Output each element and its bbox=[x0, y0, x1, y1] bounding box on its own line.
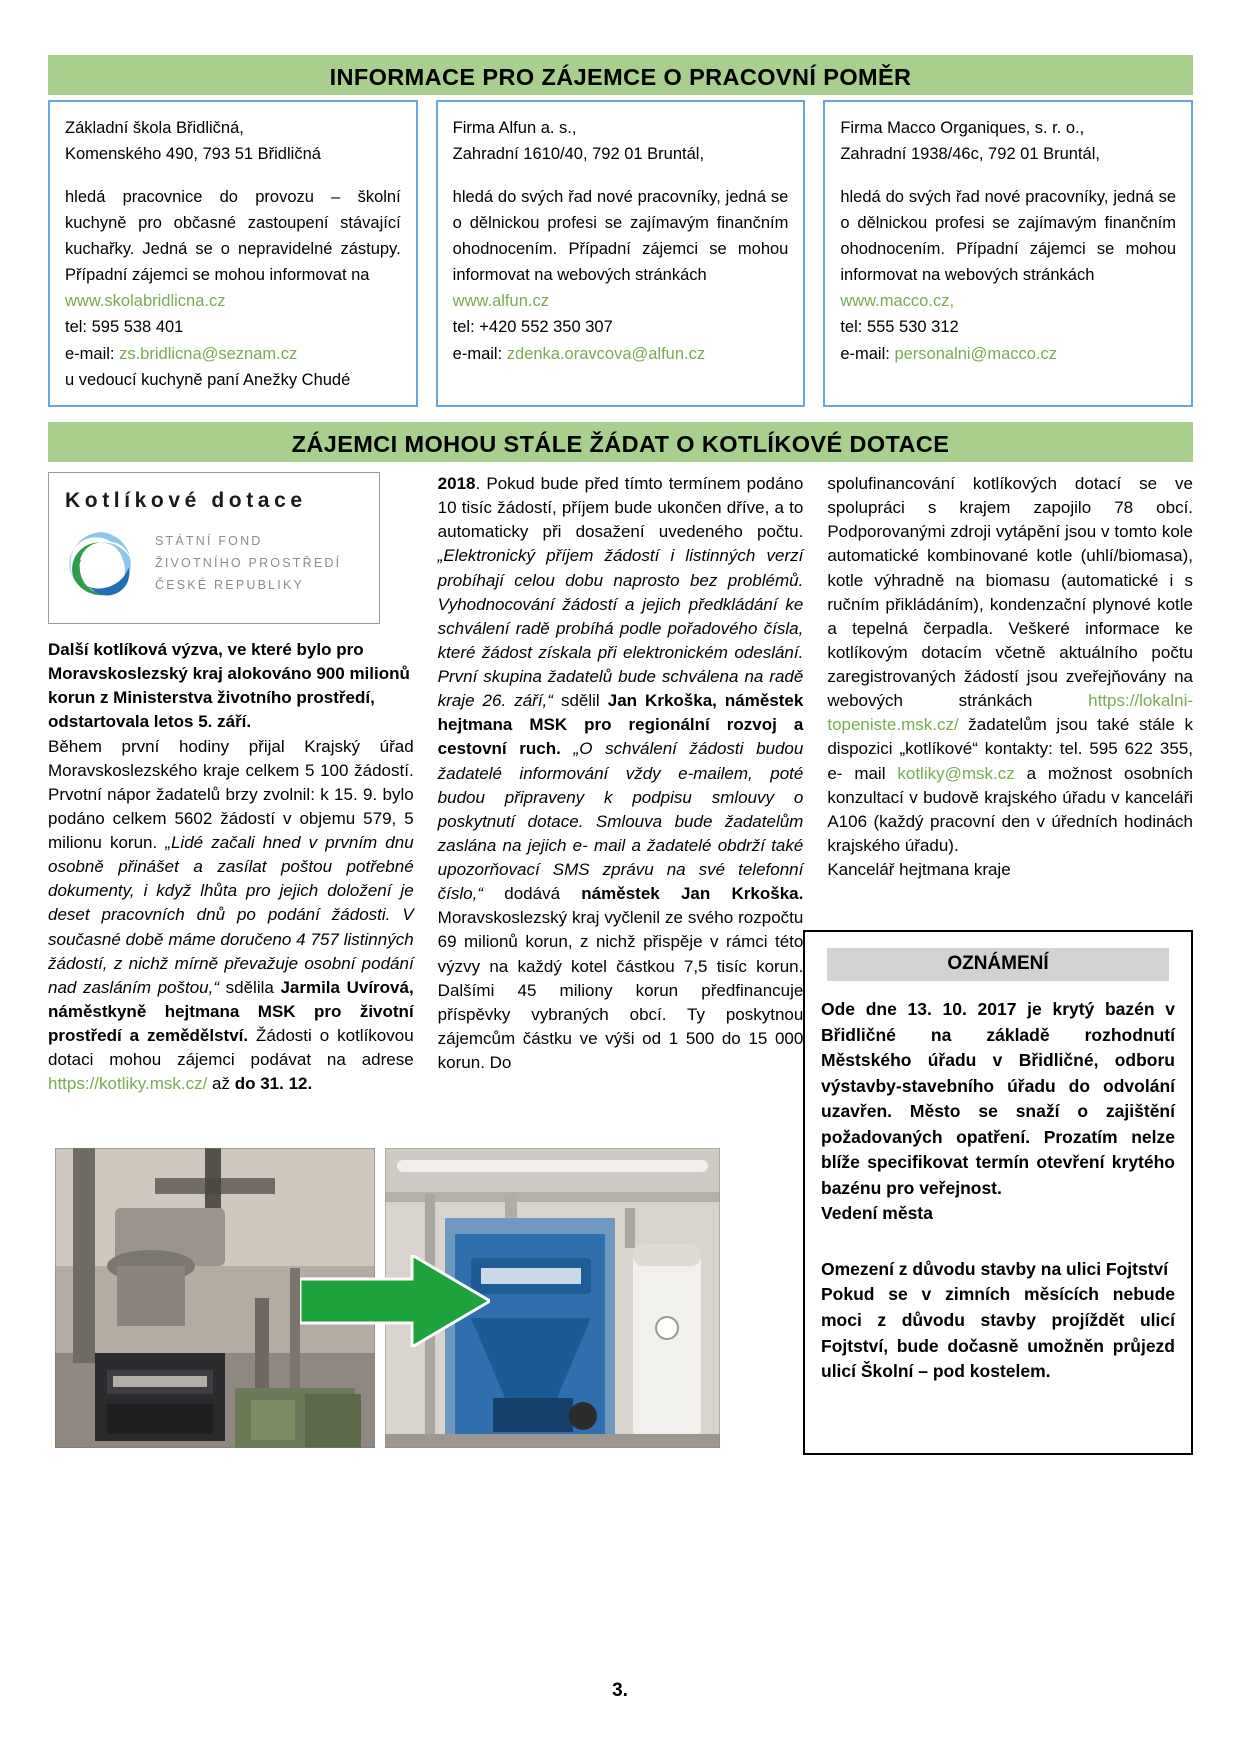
notice-paragraph-1: Ode dne 13. 10. 2017 je krytý bazén v Břidličné na základě rozhodnutí Městského úřadu v Břidličné, odboru výstavby-stavebního úřadu do odvolání uzavřen. Město se snaží o zajištění požadovaných opatření. Prozatím nelze blíže specifikovat termín otevření krytého bazénu pro veřejnost. bbox=[821, 999, 1175, 1198]
green-right-arrow-icon bbox=[300, 1255, 490, 1347]
oznameni-notice-box bbox=[803, 930, 1193, 1455]
employer-phone: tel: 555 530 312 bbox=[840, 318, 959, 337]
col2-quote1: „Elektronický příjem žádostí i listinných verzí probíhají celou dobu naprosto bez problémů. Vyhodnocování žádostí a jejich předkládání ke schválení radě probíhá podle pořadového čísla, které žádost získala při elektronickém odeslání. První skupina žadatelů bude schválena na radě kraje 26. září,“ bbox=[437, 546, 804, 711]
spacer bbox=[840, 167, 1176, 184]
spacer bbox=[453, 167, 789, 184]
col1-p4: až bbox=[207, 1074, 235, 1094]
employer-email[interactable]: zs.bridlicna@seznam.cz bbox=[119, 344, 298, 363]
employer-email[interactable]: personalni@macco.cz bbox=[894, 344, 1058, 363]
employer-name: Základní škola Břidličná, bbox=[65, 119, 244, 137]
job-listings-row bbox=[48, 100, 1193, 407]
section-header-dotace: ZÁJEMCI MOHOU STÁLE ŽÁDAT O KOTLÍKOVÉ DOTACE bbox=[48, 422, 1193, 462]
col1-p3: Žádosti o kotlíkovou dotaci mohou zájemci podávat na adrese bbox=[48, 1026, 414, 1070]
col2-p1: . Pokud bude před tímto termínem podáno 10 tisíc žádostí, příjem bude ukončen dříve, a to automaticky při dosažení uvedeného počtu. bbox=[437, 474, 804, 542]
employer-name: Firma Alfun a. s., bbox=[452, 119, 577, 137]
employer-website[interactable]: www.skolabridlicna.cz bbox=[65, 292, 226, 311]
employer-website[interactable]: www.alfun.cz bbox=[452, 292, 549, 311]
notice-title: OZNÁMENÍ bbox=[827, 948, 1169, 981]
col1-p1: Během první hodiny přijal Krajský úřad Moravskoslezského kraje celkem 5 100 žádostí. Prvotní nápor žadatelů brzy zvolnil: k 15. 9. bylo podáno celkem 5602 žádostí v objemu 579, 5 milionu korun. bbox=[48, 736, 414, 852]
logo-subtitle bbox=[155, 531, 341, 597]
kotliky-email-link[interactable]: kotliky@msk.cz bbox=[897, 763, 1015, 783]
employer-extra-note: u vedoucí kuchyně paní Anežky Chudé bbox=[65, 370, 351, 389]
col1-bold1: Jarmila Uvírová, náměstkyně hejtmana MSK pro životní prostředí a zemědělství. bbox=[48, 977, 414, 1045]
email-label: e-mail: bbox=[65, 344, 120, 363]
employer-email-row bbox=[65, 341, 401, 367]
col3-p3: a možnost osobních konzultací v budově krajského úřadu v kanceláři A106 (každý pracovní den v úředních hodinách krajského úřadu). bbox=[827, 763, 1194, 855]
employer-address: Zahradní 1938/46c, 792 01 Bruntál, bbox=[840, 145, 1100, 164]
job-listing-card bbox=[823, 100, 1193, 407]
article-col3-body bbox=[827, 472, 1193, 858]
logo-line-1: STÁTNÍ FOND bbox=[155, 534, 263, 549]
logo-line-3: ČESKÉ REPUBLIKY bbox=[155, 577, 305, 592]
employer-name: Firma Macco Organiques, s. r. o., bbox=[840, 119, 1085, 137]
col1-quote1: „Lidé začali hned v prvním dnu osobně přinášet a zasílat poštou potřebné dokumenty, i když lhůta pro jejich doložení je deset pracovních dnů po podání žádosti. V současné době máme doručeno 4 757 listinných žádostí, z nichž mírně převažuje osobní podání nad zasláním poštou,“ bbox=[48, 833, 414, 997]
article-col1-body bbox=[48, 735, 414, 1097]
page-number: 3. bbox=[612, 1680, 628, 1701]
employer-email-row bbox=[840, 341, 1176, 367]
email-label: e-mail: bbox=[452, 344, 507, 363]
col2-p4: Moravskoslezský kraj vyčlenil ze svého rozpočtu 69 milionů korun, z nichž přispěje v rámci této výzvy na každý kotel částkou 7,5 tisíc korun. Dalšími 45 miliony korun předfinancuje příspěvky vybraných obcí. Ty poskytnou zájemcům částku ve výši od 1 500 do 15 000 korun. Do bbox=[437, 908, 804, 1072]
job-description: hledá do svých řad nové pracovníky, jedná se o dělnickou profesi se zajímavým finančním ohodnocením. Případní zájemci se mohou informovat na webových stránkách bbox=[452, 188, 789, 285]
employer-phone: tel: +420 552 350 307 bbox=[452, 318, 613, 337]
col2-bold2: Jan Krkoška, náměstek hejtmana MSK pro regionální rozvoj a cestovní ruch. bbox=[437, 691, 804, 759]
employer-email-row bbox=[453, 341, 789, 367]
col2-bold3: náměstek Jan Krkoška. bbox=[581, 884, 804, 904]
job-listing-card bbox=[48, 100, 418, 407]
logo-line-2: ŽIVOTNÍHO PROSTŘEDÍ bbox=[155, 556, 342, 571]
col2-quote2: „O schválení žádosti budou žadatelé informování vždy e-mailem, poté budou připraveny k podpisu smlouvy o poskytnutí dotace. Smlouva bude žadatelům zaslána na jejich e- mail a žadatelé obdrží také upozorňovací SMS zprávu na své telefonní číslo,“ bbox=[437, 739, 804, 904]
notice-paragraph-3: Omezení z důvodu stavby na ulici Fojtství bbox=[821, 1258, 1169, 1279]
kotlikove-dotace-logo-box bbox=[48, 472, 380, 624]
article-col2-body bbox=[438, 472, 804, 1075]
logo-title: Kotlíkové dotace bbox=[65, 489, 307, 512]
email-label: e-mail: bbox=[840, 344, 895, 363]
col2-p3: dodává bbox=[483, 884, 582, 904]
job-description: hledá do svých řad nové pracovníky, jedná se o dělnickou profesi se zajímavým finančním ohodnocením. Případní zájemci se mohou informovat na webových stránkách bbox=[840, 188, 1177, 285]
job-description: hledá pracovnice do provozu – školní kuchyně pro občasné zastoupení stávající kuchařky. Jedná se o nepravidelné zástupy. Případní zájemci se mohou informovat na bbox=[65, 188, 401, 285]
notice-signature: Vedení města bbox=[821, 1203, 933, 1224]
col2-p2: sdělil bbox=[552, 691, 608, 711]
section-header-jobs: INFORMACE PRO ZÁJEMCE O PRACOVNÍ POMĚR bbox=[48, 55, 1193, 95]
col1-p2: sdělila bbox=[219, 977, 281, 997]
article-column-2 bbox=[438, 472, 804, 1096]
spacer bbox=[65, 167, 401, 184]
spacer bbox=[821, 1227, 1175, 1257]
col2-bold1: 2018 bbox=[437, 474, 476, 493]
logo-row bbox=[65, 527, 365, 601]
notice-paragraph-4: Pokud se v zimních měsících nebude moci z důvodu stavby projíždět ulicí Fojtství, bude dočasně umožněn průjezd ulicí Školní – pod kostelem. bbox=[821, 1284, 1175, 1382]
col1-bold2: do 31. 12. bbox=[234, 1074, 313, 1094]
employer-email[interactable]: zdenka.oravcova@alfun.cz bbox=[506, 344, 706, 363]
kotliky-msk-link[interactable]: https://kotliky.msk.cz/ bbox=[48, 1074, 208, 1094]
col3-p2: žadatelům jsou také stále k dispozici „kotlíkové“ kontakty: tel. 595 622 355, e- mail bbox=[827, 715, 1194, 783]
employer-address: Zahradní 1610/40, 792 01 Bruntál, bbox=[452, 145, 705, 164]
col3-signature: Kancelář hejtmana kraje bbox=[827, 860, 1011, 879]
article-lead: Další kotlíková výzva, ve které bylo pro Moravskoslezský kraj alokováno 900 milionů korun z Ministerstva životního prostředí, odstartovala letos 5. září. bbox=[48, 640, 410, 732]
sfzp-swirl-logo-icon bbox=[65, 527, 139, 601]
employer-phone: tel: 595 538 401 bbox=[65, 318, 184, 337]
lokalni-topeniste-link[interactable]: https://lokalni-topeniste.msk.cz/ bbox=[827, 691, 1194, 735]
col3-p1: spolufinancování kotlíkových dotací se ve spolupráci s krajem zapojilo 78 obcí. Podporovanými zdroji vytápění jsou v tomto kole automatické kombinované kotle (uhlí/biomasa), kotle výhradně na biomasu (automatické i s ručním přikládáním), kondenzační plynové kotle a tepelná čerpadla. Veškeré informace ke kotlíkovým dotacím včetně aktuálního počtu zaregistrovaných žádostí jsou zveřejňovány na webových stránkách bbox=[827, 474, 1194, 711]
article-column-1 bbox=[48, 472, 414, 1096]
employer-website[interactable]: www.macco.cz, bbox=[840, 292, 955, 311]
employer-address: Komenského 490, 793 51 Břidličná bbox=[65, 145, 321, 164]
job-listing-card bbox=[436, 100, 806, 407]
